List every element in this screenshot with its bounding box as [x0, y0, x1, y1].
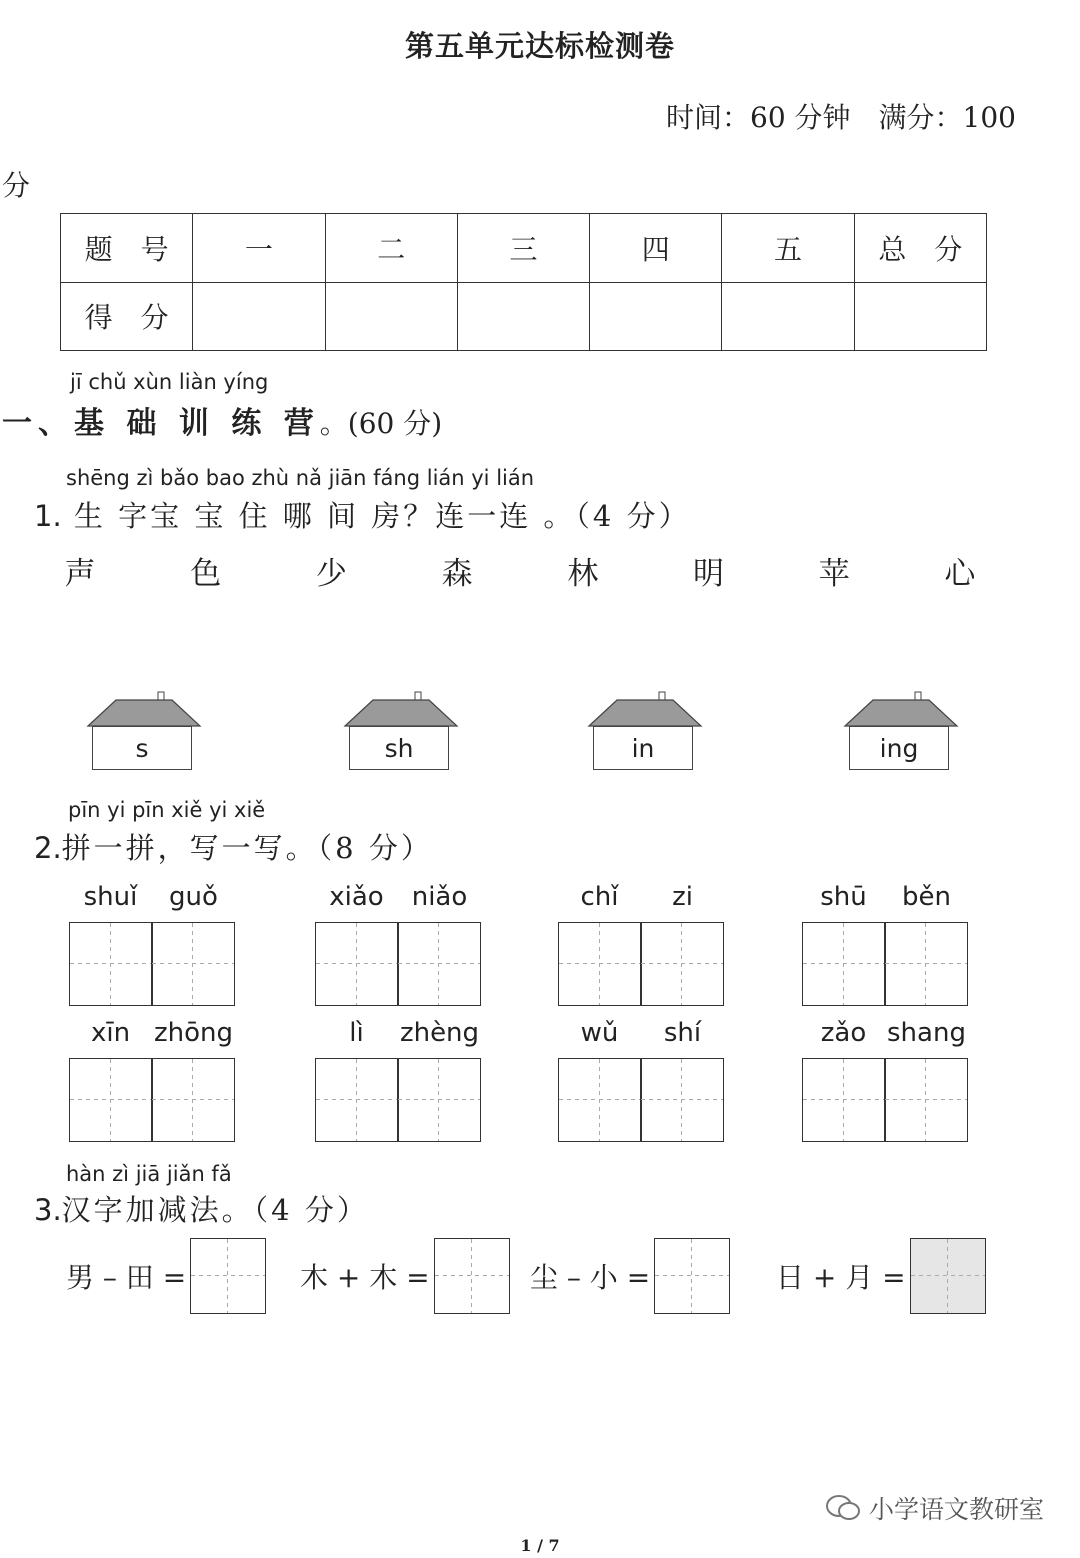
- house-label: s: [92, 726, 192, 770]
- q2-heading: [34, 826, 433, 867]
- house-ing[interactable]: [843, 690, 959, 772]
- score-cell: 得 分: [61, 282, 193, 351]
- q1-char[interactable]: 心: [944, 556, 976, 592]
- q2-word-box: [558, 882, 724, 1006]
- house-in[interactable]: [587, 690, 703, 772]
- syllable: běn: [902, 882, 951, 912]
- wechat-icon: [825, 1494, 861, 1522]
- q1-char[interactable]: 林: [567, 556, 599, 592]
- q3-equation: [776, 1238, 986, 1314]
- house-roof-icon: [587, 690, 703, 730]
- equation-text: 木 + 木 =: [300, 1261, 430, 1294]
- writing-cell[interactable]: [397, 1058, 481, 1142]
- syllable: zǎo: [820, 1018, 867, 1048]
- equation-text: 尘 – 小 =: [530, 1261, 651, 1294]
- q3-number: 3.: [34, 1193, 62, 1227]
- writing-cell[interactable]: [558, 922, 642, 1006]
- q3-equation: [66, 1238, 266, 1314]
- writing-cell[interactable]: [884, 922, 968, 1006]
- q3-text: 汉字加减法。（4 分）: [61, 1193, 369, 1227]
- score-cell: 五: [722, 214, 854, 283]
- section1-title: 一、基 础 训 练 营: [2, 406, 320, 441]
- writing-cell[interactable]: [151, 922, 235, 1006]
- writing-cell[interactable]: [151, 1058, 235, 1142]
- q1-number: 1.: [34, 499, 62, 533]
- writing-cell[interactable]: [558, 1058, 642, 1142]
- writing-cell[interactable]: [802, 1058, 886, 1142]
- answer-box[interactable]: [190, 1238, 266, 1314]
- syllable: shū: [820, 882, 867, 912]
- q2-word-box: [69, 882, 235, 1006]
- q2-word-box: [315, 882, 481, 1006]
- q1-pinyin: shēng zì bǎo bao zhù nǎ jiān fáng lián yi lián: [66, 466, 535, 490]
- page-number: 1 / 7: [520, 1536, 560, 1555]
- q3-equation: [300, 1238, 510, 1314]
- score-input-cell[interactable]: [457, 282, 589, 351]
- syllable: wǔ: [580, 1018, 619, 1048]
- answer-box[interactable]: [910, 1238, 986, 1314]
- q1-char[interactable]: 苹: [818, 556, 850, 592]
- house-label: ing: [849, 726, 949, 770]
- q3-pinyin: hàn zì jiā jiǎn fǎ: [66, 1162, 232, 1186]
- writing-cell[interactable]: [802, 922, 886, 1006]
- q2-word-box: [558, 1018, 724, 1142]
- q2-text: 拼一拼，写一写。（8 分）: [61, 831, 433, 865]
- q2-word-box: [69, 1018, 235, 1142]
- q1-character-row: [40, 548, 1000, 593]
- q1-heading: [34, 494, 691, 535]
- full-score: 满分：100: [878, 101, 1016, 134]
- section1-pinyin: jī chǔ xùn liàn yíng: [70, 370, 269, 394]
- section1-heading: [2, 398, 442, 442]
- syllable: shí: [663, 1018, 702, 1048]
- equation-text: 男 – 田 =: [66, 1261, 187, 1294]
- house-label: sh: [349, 726, 449, 770]
- writing-cell[interactable]: [315, 922, 399, 1006]
- q1-char[interactable]: 声: [64, 556, 96, 592]
- score-input-cell[interactable]: [590, 282, 722, 351]
- syllable: lì: [349, 1018, 364, 1048]
- house-sh[interactable]: [343, 690, 459, 772]
- q2-word-box: [802, 1018, 968, 1142]
- house-label: in: [593, 726, 693, 770]
- q1-char[interactable]: 明: [693, 556, 725, 592]
- house-roof-icon: [343, 690, 459, 730]
- writing-cell[interactable]: [884, 1058, 968, 1142]
- q2-word-box: [315, 1018, 481, 1142]
- syllable: niǎo: [411, 882, 468, 912]
- q3-heading: [34, 1188, 369, 1229]
- full-score-unit: 分: [2, 169, 31, 202]
- score-input-cell[interactable]: [722, 282, 854, 351]
- syllable: shuǐ: [83, 882, 138, 912]
- time-limit: 时间：60 分钟: [666, 101, 851, 134]
- q2-number: 2.: [34, 831, 62, 865]
- score-table-score-row: [61, 282, 987, 351]
- q1-char[interactable]: 森: [441, 556, 473, 592]
- syllable: guǒ: [169, 882, 218, 912]
- score-cell: 一: [193, 214, 325, 283]
- score-cell: 三: [457, 214, 589, 283]
- writing-cell[interactable]: [640, 922, 724, 1006]
- answer-box[interactable]: [654, 1238, 730, 1314]
- writing-cell[interactable]: [315, 1058, 399, 1142]
- answer-box[interactable]: [434, 1238, 510, 1314]
- q2-word-box: [802, 882, 968, 1006]
- house-s[interactable]: [86, 690, 202, 772]
- syllable: xiǎo: [329, 882, 384, 912]
- score-cell: 四: [590, 214, 722, 283]
- syllable: zhōng: [153, 1018, 233, 1048]
- writing-cell[interactable]: [69, 922, 153, 1006]
- house-roof-icon: [843, 690, 959, 730]
- watermark: [825, 1490, 1044, 1526]
- score-cell: 二: [325, 214, 457, 283]
- score-table-header-row: [61, 214, 987, 283]
- syllable: xīn: [90, 1018, 131, 1048]
- house-roof-icon: [86, 690, 202, 730]
- score-input-cell[interactable]: [854, 282, 986, 351]
- q2-pinyin: pīn yi pīn xiě yi xiě: [68, 798, 266, 822]
- section1-points: 。(60 分): [319, 407, 443, 440]
- q1-char[interactable]: 色: [190, 556, 222, 592]
- q1-text: 生 字宝 宝 住 哪 间 房？连一连 。（4 分）: [73, 499, 691, 533]
- q1-char[interactable]: 少: [315, 556, 347, 592]
- score-cell: 总 分: [854, 214, 986, 283]
- q3-equation: [530, 1238, 730, 1314]
- score-cell: 题 号: [61, 214, 193, 283]
- exam-meta: [666, 96, 1016, 136]
- score-input-cell[interactable]: [325, 282, 457, 351]
- score-input-cell[interactable]: [193, 282, 325, 351]
- syllable: zhèng: [399, 1018, 480, 1048]
- syllable: zi: [672, 882, 693, 912]
- syllable: chǐ: [580, 882, 619, 912]
- equation-text: 日 + 月 =: [776, 1261, 906, 1294]
- watermark-text: 小学语文教研室: [868, 1495, 1044, 1524]
- writing-cell[interactable]: [69, 1058, 153, 1142]
- writing-cell[interactable]: [640, 1058, 724, 1142]
- page-title: 第五单元达标检测卷: [404, 29, 675, 63]
- writing-cell[interactable]: [397, 922, 481, 1006]
- syllable: shang: [887, 1018, 966, 1048]
- score-table: [60, 213, 987, 351]
